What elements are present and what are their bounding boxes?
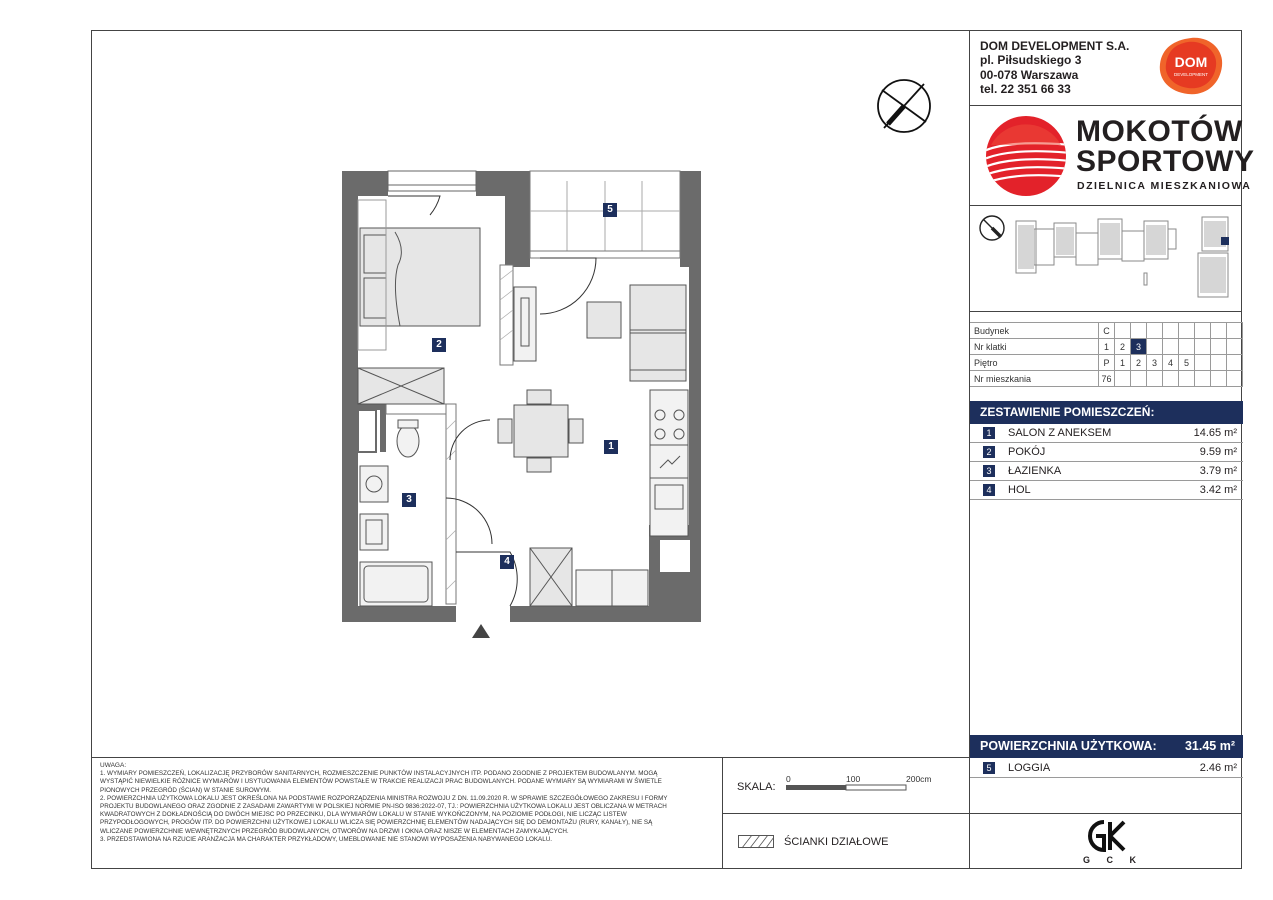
meta-cell xyxy=(1227,339,1243,355)
note-line: WYSTĄPIĆ NIEWIELKIE RÓŻNICE WYMIARÓW I USYTUOWANIA ELEMENTÓW POWSTAŁE W TRAKCIE REALIZACJI PRAC BUDOWLANYCH. PODANE WYMIARY SĄ WYMIARAMI W ŚWIETLE xyxy=(100,778,662,786)
room-number: 4 xyxy=(983,484,995,496)
room-name: HOL xyxy=(1008,484,1031,496)
meta-cell xyxy=(1163,323,1179,339)
company-phone: tel. 22 351 66 33 xyxy=(980,81,1071,96)
brand-divider xyxy=(969,205,1242,206)
meta-cell xyxy=(1227,355,1243,371)
brand-subtitle: DZIELNICA MIESZKANIOWA xyxy=(1077,180,1252,192)
meta-cell: 1 xyxy=(1115,355,1131,371)
scale-tick-100: 100 xyxy=(846,774,861,784)
brand-title-line1: MOKOTÓW xyxy=(1076,115,1243,148)
note-line: PIONOWYCH PRZEGRÓD (ŚCIAN) W STANIE SUROWYM. xyxy=(100,786,271,794)
scale-legend-divider xyxy=(722,813,969,814)
meta-cell xyxy=(1211,355,1227,371)
plan-label-pokoj: 2 xyxy=(432,338,446,352)
meta-cell: 3 xyxy=(1147,355,1163,371)
room-number: 1 xyxy=(983,427,995,439)
room-name: POKÓJ xyxy=(1008,446,1046,458)
meta-cell xyxy=(1195,323,1211,339)
mokotow-sportowy-logo xyxy=(985,115,1067,197)
notes xyxy=(100,762,718,844)
rooms-header: ZESTAWIENIE POMIESZCZEŃ: xyxy=(970,401,1243,424)
note-line: PRZYPODŁOGOWYCH, PROGÓW ITP. DO POWIERZCHNI UŻYTKOWEJ LOKALU WLICZA SIĘ POWIERZCHNIĘ ELEMENTÓW NADAJĄCYCH SIĘ DO DEMONTAŻU (RURY, KANAŁY), NIE SĄ xyxy=(100,819,653,827)
room-name: SALON Z ANEKSEM xyxy=(1008,427,1112,439)
company-address-2: 00-078 Warszawa xyxy=(980,67,1079,82)
company-address-1: pl. Piłsudskiego 3 xyxy=(980,53,1082,68)
meta-cell xyxy=(1147,339,1163,355)
plan-label-hol: 4 xyxy=(500,555,514,569)
meta-cell xyxy=(1179,371,1195,387)
scale-bar xyxy=(780,772,940,796)
plan-label-loggia: 5 xyxy=(603,203,617,217)
meta-cell: C xyxy=(1099,323,1115,339)
meta-cell: 2 xyxy=(1131,355,1147,371)
meta-cell xyxy=(1211,339,1227,355)
meta-row-budynek xyxy=(970,323,1243,339)
meta-cell xyxy=(1147,371,1163,387)
total-area-bar xyxy=(970,735,1243,758)
dom-logo-text: DOM xyxy=(1174,54,1208,70)
plan-label-lazienka: 3 xyxy=(402,493,416,507)
meta-row-klatka xyxy=(970,339,1243,355)
dom-logo-subtext: DEVELOPMENT xyxy=(1173,72,1209,77)
meta-label: Nr mieszkania xyxy=(970,371,1099,387)
meta-cell xyxy=(1195,339,1211,355)
brand-title xyxy=(1076,117,1254,177)
note-line: 3. PRZEDSTAWIONA NA RZUCIE ARANŻACJA MA CHARAKTER PRZYKŁADOWY, UMEBLOWANIE NIE STANOWI WYPOSAŻENIA NABYWANEGO LOKALU. xyxy=(100,835,553,843)
plan-label-salon: 1 xyxy=(604,440,618,454)
gck-logo xyxy=(1080,818,1132,854)
company-name: DOM DEVELOPMENT S.A. xyxy=(980,39,1130,53)
building-key-plan xyxy=(972,207,1242,311)
gck-divider xyxy=(969,813,1242,814)
room-name: LOGGIA xyxy=(1008,762,1051,774)
keyplan-apartment-marker xyxy=(1221,237,1229,245)
meta-cell xyxy=(1211,371,1227,387)
room-row xyxy=(970,424,1243,443)
room-area: 14.65 m² xyxy=(1193,427,1237,439)
scale-tick-200: 200cm xyxy=(906,774,932,784)
note-line: KWADRATOWYCH Z DOKŁADNOŚCIĄ DO DWÓCH MIEJSC PO PRZECINKU, DLA WYMIARÓW LOKALU W STANIE WYKOŃCZONYM, NA POZIOMIE PODŁOGI, NIE LICZĄC LISTEW xyxy=(100,811,627,819)
meta-cell xyxy=(1131,371,1147,387)
room-row xyxy=(970,443,1243,462)
meta-cell xyxy=(1227,371,1243,387)
apartment-meta-table xyxy=(970,322,1243,387)
room-name: ŁAZIENKA xyxy=(1008,465,1062,477)
room-area: 3.42 m² xyxy=(1199,484,1237,496)
floor-plan xyxy=(330,160,710,650)
notes-divider xyxy=(91,757,969,758)
meta-cell xyxy=(1195,371,1211,387)
meta-cell-selected: 3 xyxy=(1131,339,1147,355)
company-divider xyxy=(969,105,1242,106)
meta-cell: 76 xyxy=(1099,371,1115,387)
keyplan-compass xyxy=(980,216,1004,240)
room-number: 2 xyxy=(983,446,995,458)
brand-title-line2: SPORTOWY xyxy=(1076,145,1255,178)
meta-label: Nr klatki xyxy=(970,339,1099,355)
meta-label: Budynek xyxy=(970,323,1099,339)
scale-tick-0: 0 xyxy=(786,774,791,784)
meta-cell xyxy=(1147,323,1163,339)
meta-row-mieszkanie xyxy=(970,371,1243,387)
room-number: 3 xyxy=(983,465,995,477)
loggia-row xyxy=(970,759,1243,778)
total-area-label: POWIERZCHNIA UŻYTKOWA: xyxy=(980,739,1157,753)
meta-cell xyxy=(1115,371,1131,387)
notes-title: UWAGA: xyxy=(100,762,127,769)
meta-cell: 2 xyxy=(1115,339,1131,355)
dom-development-logo xyxy=(1158,36,1224,96)
room-row xyxy=(970,481,1243,500)
meta-cell: 1 xyxy=(1099,339,1115,355)
meta-cell xyxy=(1179,323,1195,339)
meta-cell: 5 xyxy=(1179,355,1195,371)
meta-row-pietro xyxy=(970,355,1243,371)
meta-label: Piętro xyxy=(970,355,1099,371)
company-info xyxy=(980,39,1129,96)
meta-cell: P xyxy=(1099,355,1115,371)
meta-cell xyxy=(1131,323,1147,339)
scale-label: SKALA: xyxy=(737,781,776,793)
north-compass-icon xyxy=(874,76,934,136)
meta-cell: 4 xyxy=(1163,355,1179,371)
keyplan-divider xyxy=(969,311,1242,312)
total-area-value: 31.45 m² xyxy=(1184,739,1235,753)
meta-cell xyxy=(1115,323,1131,339)
room-row xyxy=(970,462,1243,481)
legend-label: ŚCIANKI DZIAŁOWE xyxy=(784,836,889,848)
meta-cell xyxy=(1179,339,1195,355)
room-area: 2.46 m² xyxy=(1199,762,1237,774)
gck-letters: G C K xyxy=(1083,855,1144,865)
meta-cell xyxy=(1195,355,1211,371)
partition-wall-swatch xyxy=(738,835,774,849)
note-line: WLICZANE POWIERZCHNIE WEWNĘTRZNYCH PRZEGRÓD BUDOWLANYCH, OTWORÓW NA DRZWI I OKNA ORAZ NISZE W ELEMENTACH ZAMYKAJĄCYCH. xyxy=(100,827,569,835)
meta-cell xyxy=(1163,371,1179,387)
note-line: 1. WYMIARY POMIESZCZEŃ, LOKALIZACJĘ PRZYBORÓW SANITARNYCH, ROZMIESZCZENIE PUNKTÓW INSTALACYJNYCH ITP. PODANO ZGODNIE Z PROJEKTEM BUDOWLANYM. MOGĄ xyxy=(100,770,658,778)
meta-cell xyxy=(1211,323,1227,339)
note-line: 2. POWIERZCHNIA UŻYTKOWA LOKALU JEST OKREŚLONA NA PODSTAWIE ROZPORZĄDZENIA MINISTRA ROZWOJU Z DN. 11.09.2020 R. W SPRAWIE SZCZEGÓŁOWEGO ZAKRESU I FORMY xyxy=(100,794,668,802)
meta-cell xyxy=(1163,339,1179,355)
room-number: 5 xyxy=(983,762,995,774)
room-area: 3.79 m² xyxy=(1199,465,1237,477)
note-line: PROJEKTU BUDOWLANEGO ORAZ ZGODNIE Z ZASADAMI ZAWARTYMI W POLSKIEJ NORMIE PN-ISO 9836:2022-07, TJ.: POWIERZCHNIA UŻYTKOWA LOKALU JEST OBLICZANA W METRACH xyxy=(100,803,667,811)
room-area: 9.59 m² xyxy=(1199,446,1237,458)
meta-cell xyxy=(1227,323,1243,339)
